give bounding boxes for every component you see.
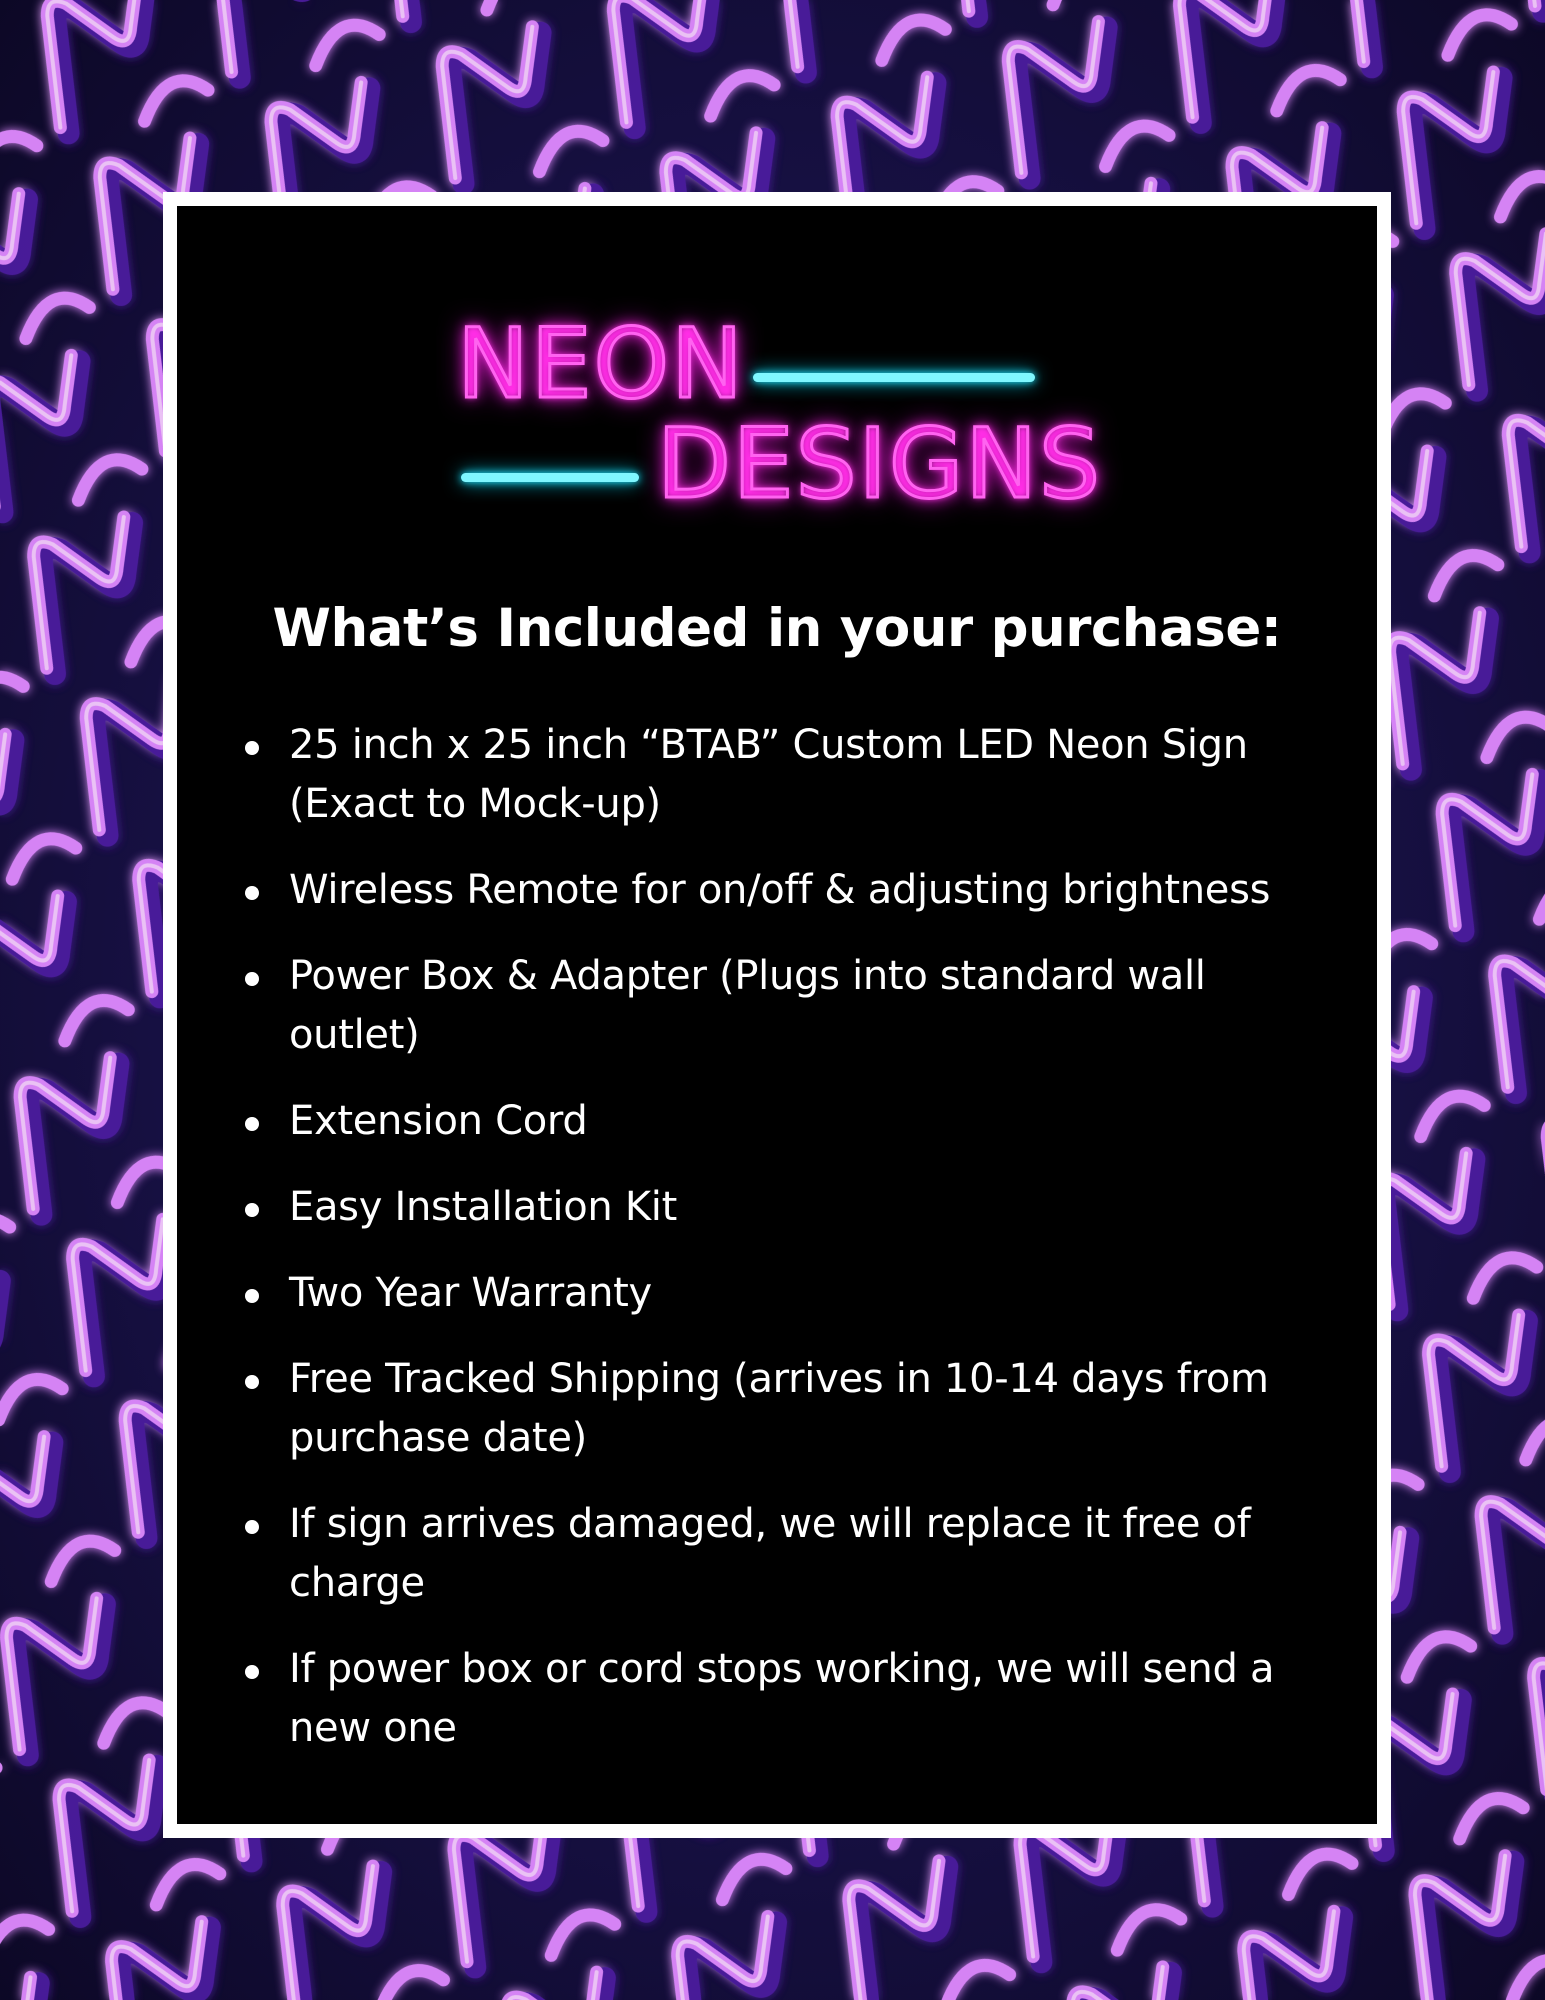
bullet-dot-icon [245,1665,259,1679]
bullet-dot-icon [245,972,259,986]
list-item-text: Extension Cord [289,1098,588,1144]
logo-word-neon: NEON [457,308,745,420]
list-item-text: Easy Installation Kit [289,1184,677,1230]
bullet-dot-icon [245,886,259,900]
bullet-dot-icon [245,1117,259,1131]
list-item [243,1264,1343,1323]
bullet-dot-icon [245,1520,259,1534]
list-item [243,1640,1343,1758]
included-items-list [243,716,1343,1785]
list-item [243,1178,1343,1237]
list-item-text: Two Year Warranty [289,1270,652,1316]
list-item-text: Free Tracked Shipping (arrives in 10-14 days from purchase date) [289,1356,1269,1461]
list-item [243,947,1343,1065]
list-item-text: 25 inch x 25 inch “BTAB” Custom LED Neon Sign (Exact to Mock-up) [289,722,1248,827]
list-item [243,1495,1343,1613]
bullet-dot-icon [245,1375,259,1389]
logo-cyan-bar-top [753,373,1035,382]
list-item-text: If power box or cord stops working, we will send a new one [289,1646,1275,1751]
included-items-card [163,192,1391,1838]
list-item [243,1092,1343,1151]
logo-cyan-bar-bottom [461,473,639,482]
list-item [243,861,1343,920]
page-title: What’s Included in your purchase: [272,598,1282,659]
neon-designs-logo [457,308,1102,520]
bullet-dot-icon [245,1203,259,1217]
list-item-text: If sign arrives damaged, we will replace it free of charge [289,1501,1251,1606]
bullet-dot-icon [245,1289,259,1303]
list-item-text: Power Box & Adapter (Plugs into standard wall outlet) [289,953,1206,1058]
bullet-dot-icon [245,741,259,755]
list-item [243,716,1343,834]
logo-word-designs: DESIGNS [657,408,1102,520]
list-item [243,1350,1343,1468]
list-item-text: Wireless Remote for on/off & adjusting brightness [289,867,1271,913]
